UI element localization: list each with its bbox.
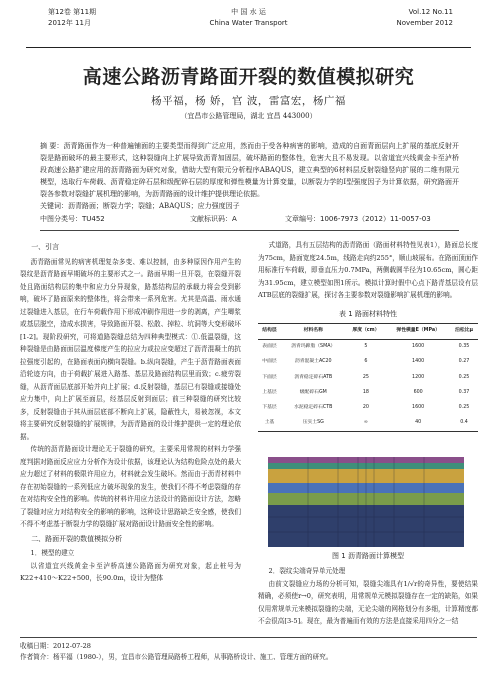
material-table [258,323,478,432]
paragraph: 式道路，具有五层结构的沥青路面（路面材料特性见表1），路面总长度为75cm，路面宽度24.5m，线路走向约255°，顺山坡展布。在路面顶面作用标准行车荷载，即垂直压力0.7MPa，两侧载圆半径为10.65cm，圆心距为31.95cm，建立模型如图1所示。模拟计算时假中心点下路青基层设有层ATB层底的裂缝扩展，探讨各主要参数对裂缝影响扩展机理的影响。 [258,241,478,299]
abstract: 摘 要：沥青路面作为一种普遍铺面的主要类型而得到广泛应用，然而由于受各种病害的影响，造成的自面青面层向上扩展的基底反射开裂是路面破坏的最主要形式，这种裂缝向上扩展导致沥青加固层，破坏路面的整体性，危害大且不易发现。以省道宜兴线黄金卡至泸桥段高速公路扩建应用的沥青路面为研究对象，借助大型有限元分析程序ABAQUS，建立典型的6材料层反射裂缝竖向扩展的二维有限元模型，选取行车荷载、沥青稳定碎石层和级配碎石层的厚度和弹性模量为计算变量，以断裂力学的I型强度因子为计算依据，研究路面开裂各参数对裂缝扩展机理的影响，为沥青路面的设计维护提供理论依据。 [40,142,459,198]
table-cell: 1200 [412,374,425,380]
footnote [20,637,477,663]
table-cell: 1400 [412,359,425,365]
header-issue: 第12卷 第11期 [48,8,97,16]
table-row [258,355,478,370]
paper-affiliation: （宜昌市公路管理局，湖北 宜昌 443000） [180,112,317,120]
table-cell: 0.25 [458,404,470,410]
table-cell: 40 [415,419,422,425]
table-row [258,340,478,356]
table-cell: 级配碎石GM [299,389,327,395]
table-row [258,370,478,385]
left-column [20,239,241,585]
paragraph: 由前文裂缝应力场的分析可知，裂缝尖端具有1/√r的奇异性，要使结果精确，必须使r→0，研究表明，用常规单元模拟裂缝存在一定的缺陷，如果仅用常规单元来模拟裂缝的尖端，无论尖端的网格划分有多细，计算精度都不会很高[3-5]。现在，最为普遍而有效的方法是直接采用四分之一结 [258,579,478,625]
received-date: 收稿日期：2012-07-28 [20,642,91,650]
table-cell: 水泥稳定碎石CTB [294,404,333,410]
table-header: 材料名称 [303,328,323,334]
divider [40,230,459,231]
keywords: 关键词：沥青路面；断裂力学；裂缝；ABAQUS；应力强度因子 [40,202,240,210]
header-volume: Vol.12 No.11 [408,8,453,16]
table-header: 结构层 [262,328,277,334]
paragraph: 沥青路面常见的病害机理复杂多变、难以控制，由多种原因作用产生的裂纹是沥青路面早期破坏的主要形式之一。路面早期一旦开裂，在裂缝开裂处且路面结构层的集中和应力分异现象，路基结构层的承载力将会受到影响，破坏了路面原来的整体性，将会带来一系列危害。尤其是高温、雨水通过裂缝进入基层，在行车荷载作用下形成冲刷作用进一步的剥离，产生唧浆或基层脱空，造成水损害，导致路面开裂、松散、掉粒、坑洞等大变形破坏[1-2]。现阶段研究，可将道路裂缝总结为四种典型模式：①.低温裂缝，这种裂缝是由路面面层温度梯度产生的拉应力或拉应变超过了沥青混凝土的抗拉强度引起的，在路面表面向横向裂缝。b.纵向裂缝，产生于沥青路面表面沿轮迹方向，由于荷载扩展进入路基、基层及路面结构层里而致；c.疲劳裂缝，从沥青面层底部开始并向上扩展；d.反射裂缝，基层已有裂缝或接缝处应力集中，向上扩展至面层，经基层反射到面层；前三种裂缝的研究比较多，反射裂缝由于其从面层底部不断向上扩展，隐蔽性大，易被忽视，本文将主要研究反射裂缝的扩展规律，为沥青路面的设计维护提供一定的理论依据。 [20,257,241,441]
section-heading: 一、引言 [31,243,60,251]
table-cell: 25 [362,374,369,380]
table-cell: 沥青混凝土AC20 [294,359,332,365]
table-cell: 6 [364,359,368,365]
header-date-en: November 2012 [396,19,453,27]
right-column [258,239,478,432]
table-row [258,400,478,415]
journal-name-en: China Water Transport [209,19,288,27]
table-cell: 20 [362,404,369,410]
paragraph: 以省道宜兴线黄金卡至泸桥高速公路路面为研究对象，起止桩号为K22+410～K22+500，长90.0m，设计为整体 [20,561,241,582]
table-cell: 18 [362,389,369,395]
table-cell: 土基 [264,419,275,425]
table-header: 厚度（cm） [352,328,380,334]
table-cell: 上基层 [262,389,277,395]
table-cell: 下面层 [262,374,277,380]
table-row [258,416,478,432]
document-code: 文献标识码：A [190,215,237,223]
table-header-row [258,324,478,340]
header-right [397,7,453,29]
table-cell: 5 [364,344,368,350]
table-cell: 0.25 [458,374,470,380]
journal-header [26,7,471,48]
table-caption: 表 1 路面材料特性 [339,309,397,318]
clc-number: 中图分类号：TU452 [40,215,105,223]
section-heading: 二、路面开裂的数值模拟分析 [31,534,123,543]
table-cell: 600 [413,389,423,395]
subsection-heading: 2．裂纹尖端奇异单元处理 [268,567,346,575]
figure-caption: 图 1 沥青路面计算模型 [332,552,404,560]
table-cell: 沥青稳定碎石ATB [294,374,333,380]
right-column-lower [258,565,478,628]
header-date-cn: 2012年 11月 [48,19,91,27]
table-cell: ∞ [363,419,368,425]
paper-authors: 杨平福，杨 娇，官 波，雷富宏，杨广福 [151,95,346,107]
pavement-model-figure [268,457,464,547]
table-cell: 1600 [412,404,425,410]
paper-title: 高速公路沥青路面开裂的数值模拟研究 [82,66,415,88]
journal-name-cn: 中 国 水 运 [231,8,266,16]
table-cell: 压实土SG [302,419,324,425]
table-cell: 0.4 [460,419,468,425]
table-cell: 0.27 [458,359,470,365]
author-bio: 作者简介：杨平福（1980-），男，宜昌市公路管理局路桥工程师，从事路桥设计、施工、管理方面的研究。 [20,653,333,661]
table-row [258,385,478,400]
paragraph: 传统的沥青路面设计理论无于裂缝的研究，主要采用常规的材料力学强度判据对路面反应应力分析作为设计依据，该理论认为结构危险点处的最大应力超过了材料的极限许用应力，材料就会发生破坏。然而由于沥青材料中存在初始裂缝的一系列低应力破坏现象的发生，使我们不得不考虑裂缝的存在对结构安全性的影响。传统的材料许用应力法设计的路面设计方法，忽略了裂缝对应力对结构安全的影响的影响，这种设计思路缺乏安全感，使我们不得不考虑基于断裂力学的裂缝扩展对路面设计路面安全性的影响。 [20,445,241,528]
table-cell: 表面层 [262,344,277,350]
table-cell: 0.35 [458,344,470,350]
subsection-heading: 1．模型的建立 [30,549,75,557]
table-cell: 1600 [412,344,425,350]
table-header: 泊松比μ [455,328,473,334]
table-cell: 0.37 [458,389,470,395]
table-cell: 下基层 [262,404,277,410]
table-cell: 沥青玛蹄脂（SMA） [291,344,336,350]
article-number: 文章编号：1006-7973（2012）11-0057-03 [285,215,431,223]
table-cell: 中面层 [262,359,277,365]
table-header: 弹性模量E（MPa） [396,328,440,334]
